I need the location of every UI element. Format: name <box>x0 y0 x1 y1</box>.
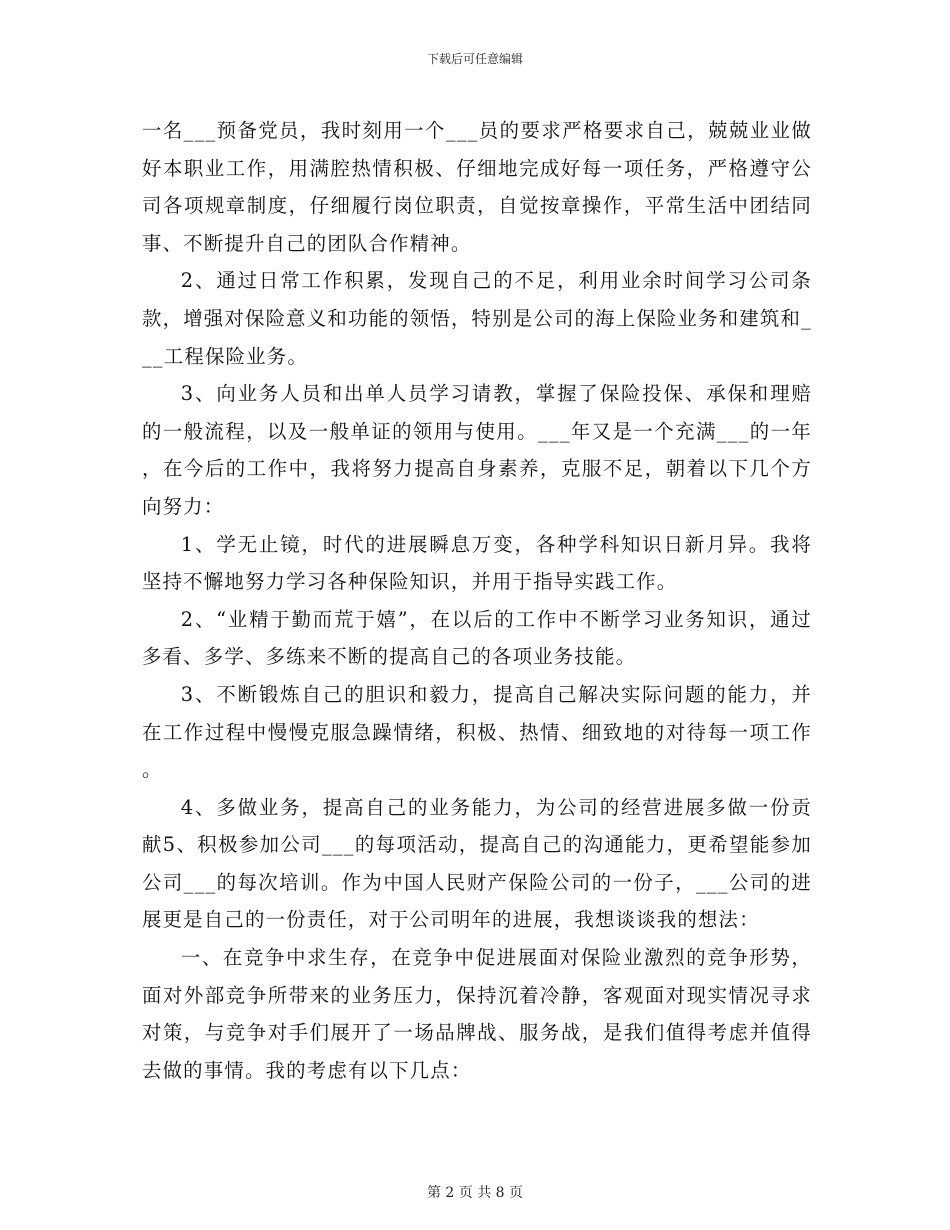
paragraph-goal-2: 2、“业精于勤而荒于嬉”，在以后的工作中不断学习业务知识，通过多看、多学、多练来不断的提高自己的各项业务技能。 <box>142 607 812 669</box>
paragraph-section-1: 一、在竞争中求生存，在竞争中促进展面对保险业激烈的竞争形势，面对外部竞争所带来的业务压力，保持沉着冷静，客观面对现实情况寻求对策，与竞争对手们展开了一场品牌战、服务战，是我们值得考虑并值得去做的事情。我的考虑有以下几点： <box>142 946 812 1082</box>
paragraph-goal-3: 3、不断锻炼自己的胆识和毅力，提高自己解决实际问题的能力，并在工作过程中慢慢克服急躁情绪，积极、热情、细致地的对待每一项工作。 <box>142 682 812 782</box>
page-number-footer: 第 2 页 共 8 页 <box>426 1185 524 1201</box>
paragraph-item-2: 2、通过日常工作积累，发现自己的不足，利用业余时间学习公司条款，增强对保险意义和功能的领悟，特别是公司的海上保险业务和建筑和___工程保险业务。 <box>142 269 812 368</box>
paragraph-goal-1: 1、学无止镜，时代的进展瞬息万变，各种学科知识日新月异。我将坚持不懈地努力学习各种保险知识，并用于指导实践工作。 <box>142 532 812 594</box>
paragraph-item-3: 3、向业务人员和出单人员学习请教，掌握了保险投保、承保和理赔的一般流程，以及一般单证的领用与使用。___年又是一个充满___的一年，在今后的工作中，我将努力提高自身素养，克服不足，朝着以下几个方向努力： <box>142 382 812 518</box>
page-header: 下载后可任意编辑 <box>426 52 523 66</box>
paragraph-continued: 一名___预备党员，我时刻用一个___员的要求严格要求自己，兢兢业业做好本职业工作，用满腔热情积极、仔细地完成好每一项任务，严格遵守公司各项规章制度，仔细履行岗位职责，自觉按章操作，平常生活中团结同事、不断提升自己的团队合作精神。 <box>142 119 812 255</box>
paragraph-goal-4: 4、多做业务，提高自己的业务能力，为公司的经营进展多做一份贡献5、积极参加公司___的每项活动，提高自己的沟通能力，更希望能参加公司___的每次培训。作为中国人民财产保险公司的一份子，___公司的进展更是自己的一份责任，对于公司明年的进展，我想谈谈我的想法： <box>142 795 812 932</box>
document-body <box>142 112 812 1089</box>
